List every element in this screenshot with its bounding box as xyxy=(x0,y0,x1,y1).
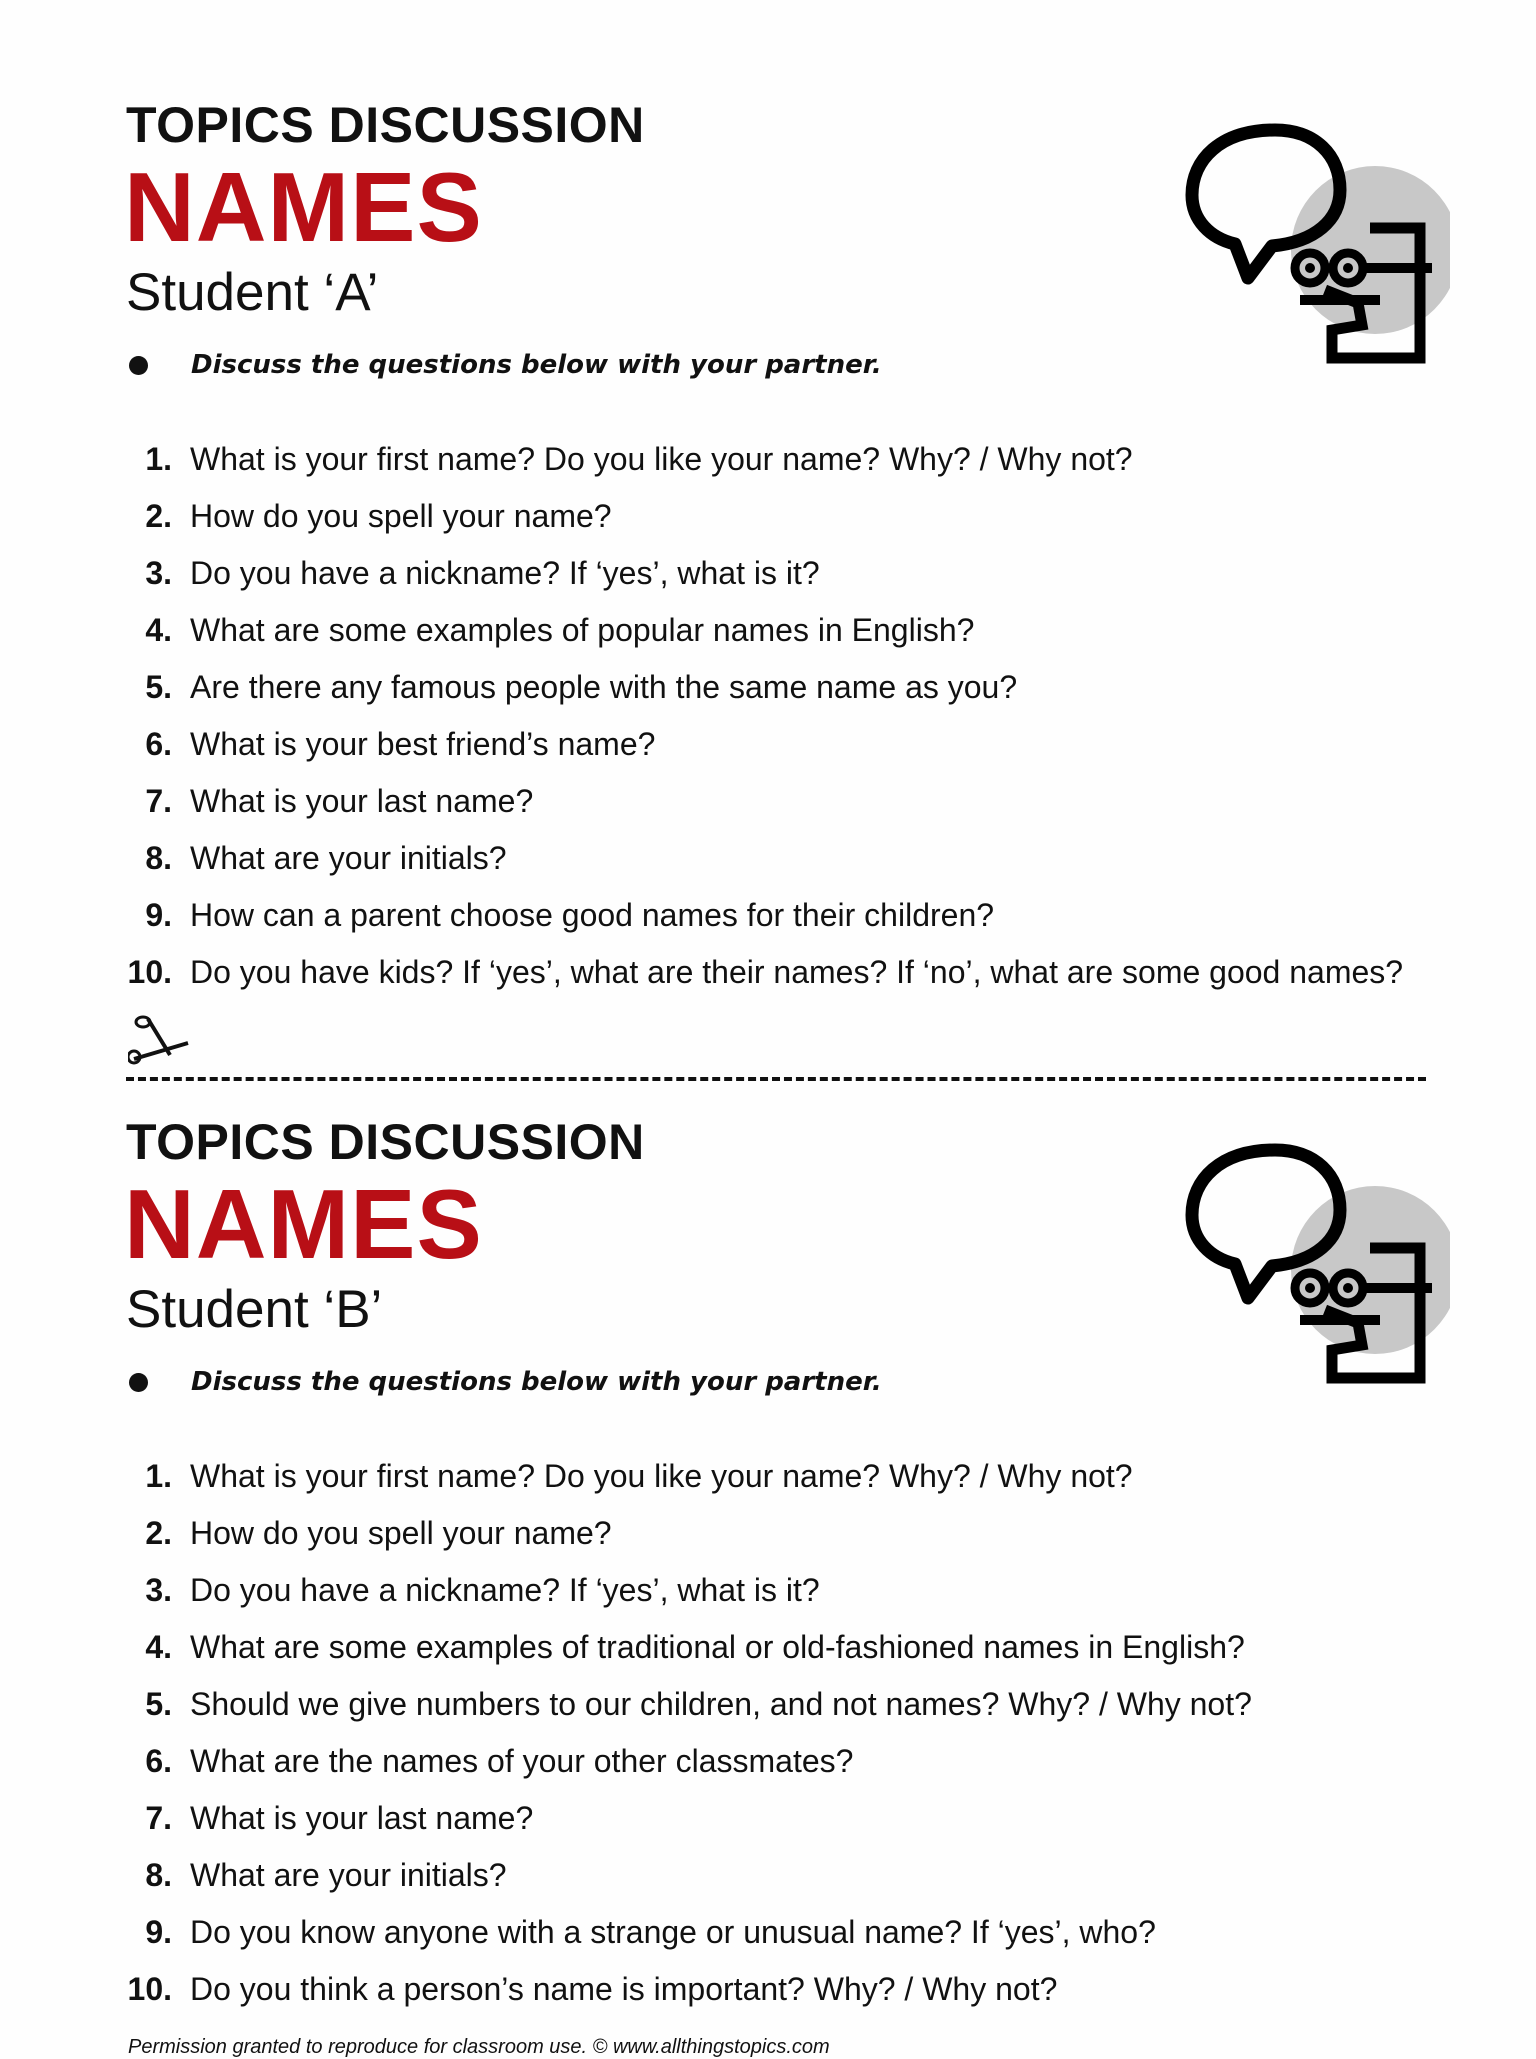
question-text: What is your best friend’s name? xyxy=(190,726,656,762)
question-number: 1. xyxy=(145,441,172,477)
question-text: Do you know anyone with a strange or unusual name? If ‘yes’, who? xyxy=(190,1914,1156,1950)
list-item xyxy=(126,431,1426,488)
student-label: Student ‘B’ xyxy=(126,1280,383,1339)
question-text: How do you spell your name? xyxy=(190,498,612,534)
list-item xyxy=(126,1505,1426,1562)
list-item xyxy=(126,545,1426,602)
question-number: 6. xyxy=(145,726,172,762)
kicker-heading: TOPICS DISCUSSION xyxy=(126,1114,645,1170)
question-text: What are your initials? xyxy=(190,1857,507,1893)
dashed-divider xyxy=(126,1077,1426,1081)
question-text: How do you spell your name? xyxy=(190,1515,612,1551)
list-item xyxy=(126,830,1426,887)
list-item xyxy=(126,1562,1426,1619)
list-item xyxy=(126,1790,1426,1847)
question-text: Should we give numbers to our children, and not names? Why? / Why not? xyxy=(190,1686,1252,1722)
question-text: Do you have kids? If ‘yes’, what are their names? If ‘no’, what are some good names? xyxy=(190,954,1404,990)
question-number: 10. xyxy=(127,1971,172,2007)
question-text: What is your last name? xyxy=(190,783,534,819)
question-number: 10. xyxy=(127,954,172,990)
question-number: 8. xyxy=(145,1857,172,1893)
kicker-heading: TOPICS DISCUSSION xyxy=(126,97,645,153)
list-item xyxy=(126,1904,1426,1961)
question-text: What is your last name? xyxy=(190,1800,534,1836)
list-item xyxy=(126,1733,1426,1790)
question-text: What is your first name? Do you like your name? Why? / Why not? xyxy=(190,1458,1133,1494)
question-number: 9. xyxy=(145,1914,172,1950)
topic-title: NAMES xyxy=(124,152,483,262)
question-text: Do you have a nickname? If ‘yes’, what is it? xyxy=(190,1572,820,1608)
question-number: 2. xyxy=(145,498,172,534)
list-item xyxy=(126,773,1426,830)
question-number: 2. xyxy=(145,1515,172,1551)
bullet-icon xyxy=(129,356,148,375)
question-text: Are there any famous people with the same name as you? xyxy=(190,669,1018,705)
question-list xyxy=(126,431,1426,1001)
question-number: 3. xyxy=(145,555,172,591)
question-text: What is your first name? Do you like your name? Why? / Why not? xyxy=(190,441,1133,477)
instruction-text: Discuss the questions below with your partner. xyxy=(191,350,882,380)
bullet-icon xyxy=(129,1373,148,1392)
list-item xyxy=(126,1619,1426,1676)
list-item xyxy=(126,1961,1426,2018)
question-text: Do you have a nickname? If ‘yes’, what is it? xyxy=(190,555,820,591)
list-item xyxy=(126,1676,1426,1733)
question-number: 4. xyxy=(145,612,172,648)
list-item xyxy=(126,716,1426,773)
question-number: 5. xyxy=(145,669,172,705)
question-text: What are some examples of traditional or old-fashioned names in English? xyxy=(190,1629,1245,1665)
instruction-text: Discuss the questions below with your partner. xyxy=(191,1367,882,1397)
list-item xyxy=(126,944,1426,1001)
question-number: 3. xyxy=(145,1572,172,1608)
student-label: Student ‘A’ xyxy=(126,263,379,322)
question-text: How can a parent choose good names for their children? xyxy=(190,897,995,933)
question-text: What are some examples of popular names in English? xyxy=(190,612,975,648)
question-list xyxy=(126,1448,1426,2018)
list-item xyxy=(126,659,1426,716)
list-item xyxy=(126,887,1426,944)
speech-bubble-face-icon xyxy=(1180,1140,1450,1400)
question-number: 7. xyxy=(145,1800,172,1836)
question-number: 6. xyxy=(145,1743,172,1779)
list-item xyxy=(126,488,1426,545)
question-number: 7. xyxy=(145,783,172,819)
list-item xyxy=(126,1847,1426,1904)
cut-line xyxy=(126,1015,1426,1085)
list-item xyxy=(126,602,1426,659)
question-number: 9. xyxy=(145,897,172,933)
list-item xyxy=(126,1448,1426,1505)
question-number: 8. xyxy=(145,840,172,876)
speech-bubble-face-icon xyxy=(1180,120,1450,380)
question-text: What are the names of your other classmates? xyxy=(190,1743,854,1779)
question-number: 5. xyxy=(145,1686,172,1722)
footer-permission: Permission granted to reproduce for classroom use. © www.allthingstopics.com xyxy=(128,2036,830,2058)
scissors-icon xyxy=(128,1015,194,1065)
question-text: Do you think a person’s name is important? Why? / Why not? xyxy=(190,1971,1058,2007)
topic-title: NAMES xyxy=(124,1169,483,1279)
question-text: What are your initials? xyxy=(190,840,507,876)
question-number: 1. xyxy=(145,1458,172,1494)
question-number: 4. xyxy=(145,1629,172,1665)
